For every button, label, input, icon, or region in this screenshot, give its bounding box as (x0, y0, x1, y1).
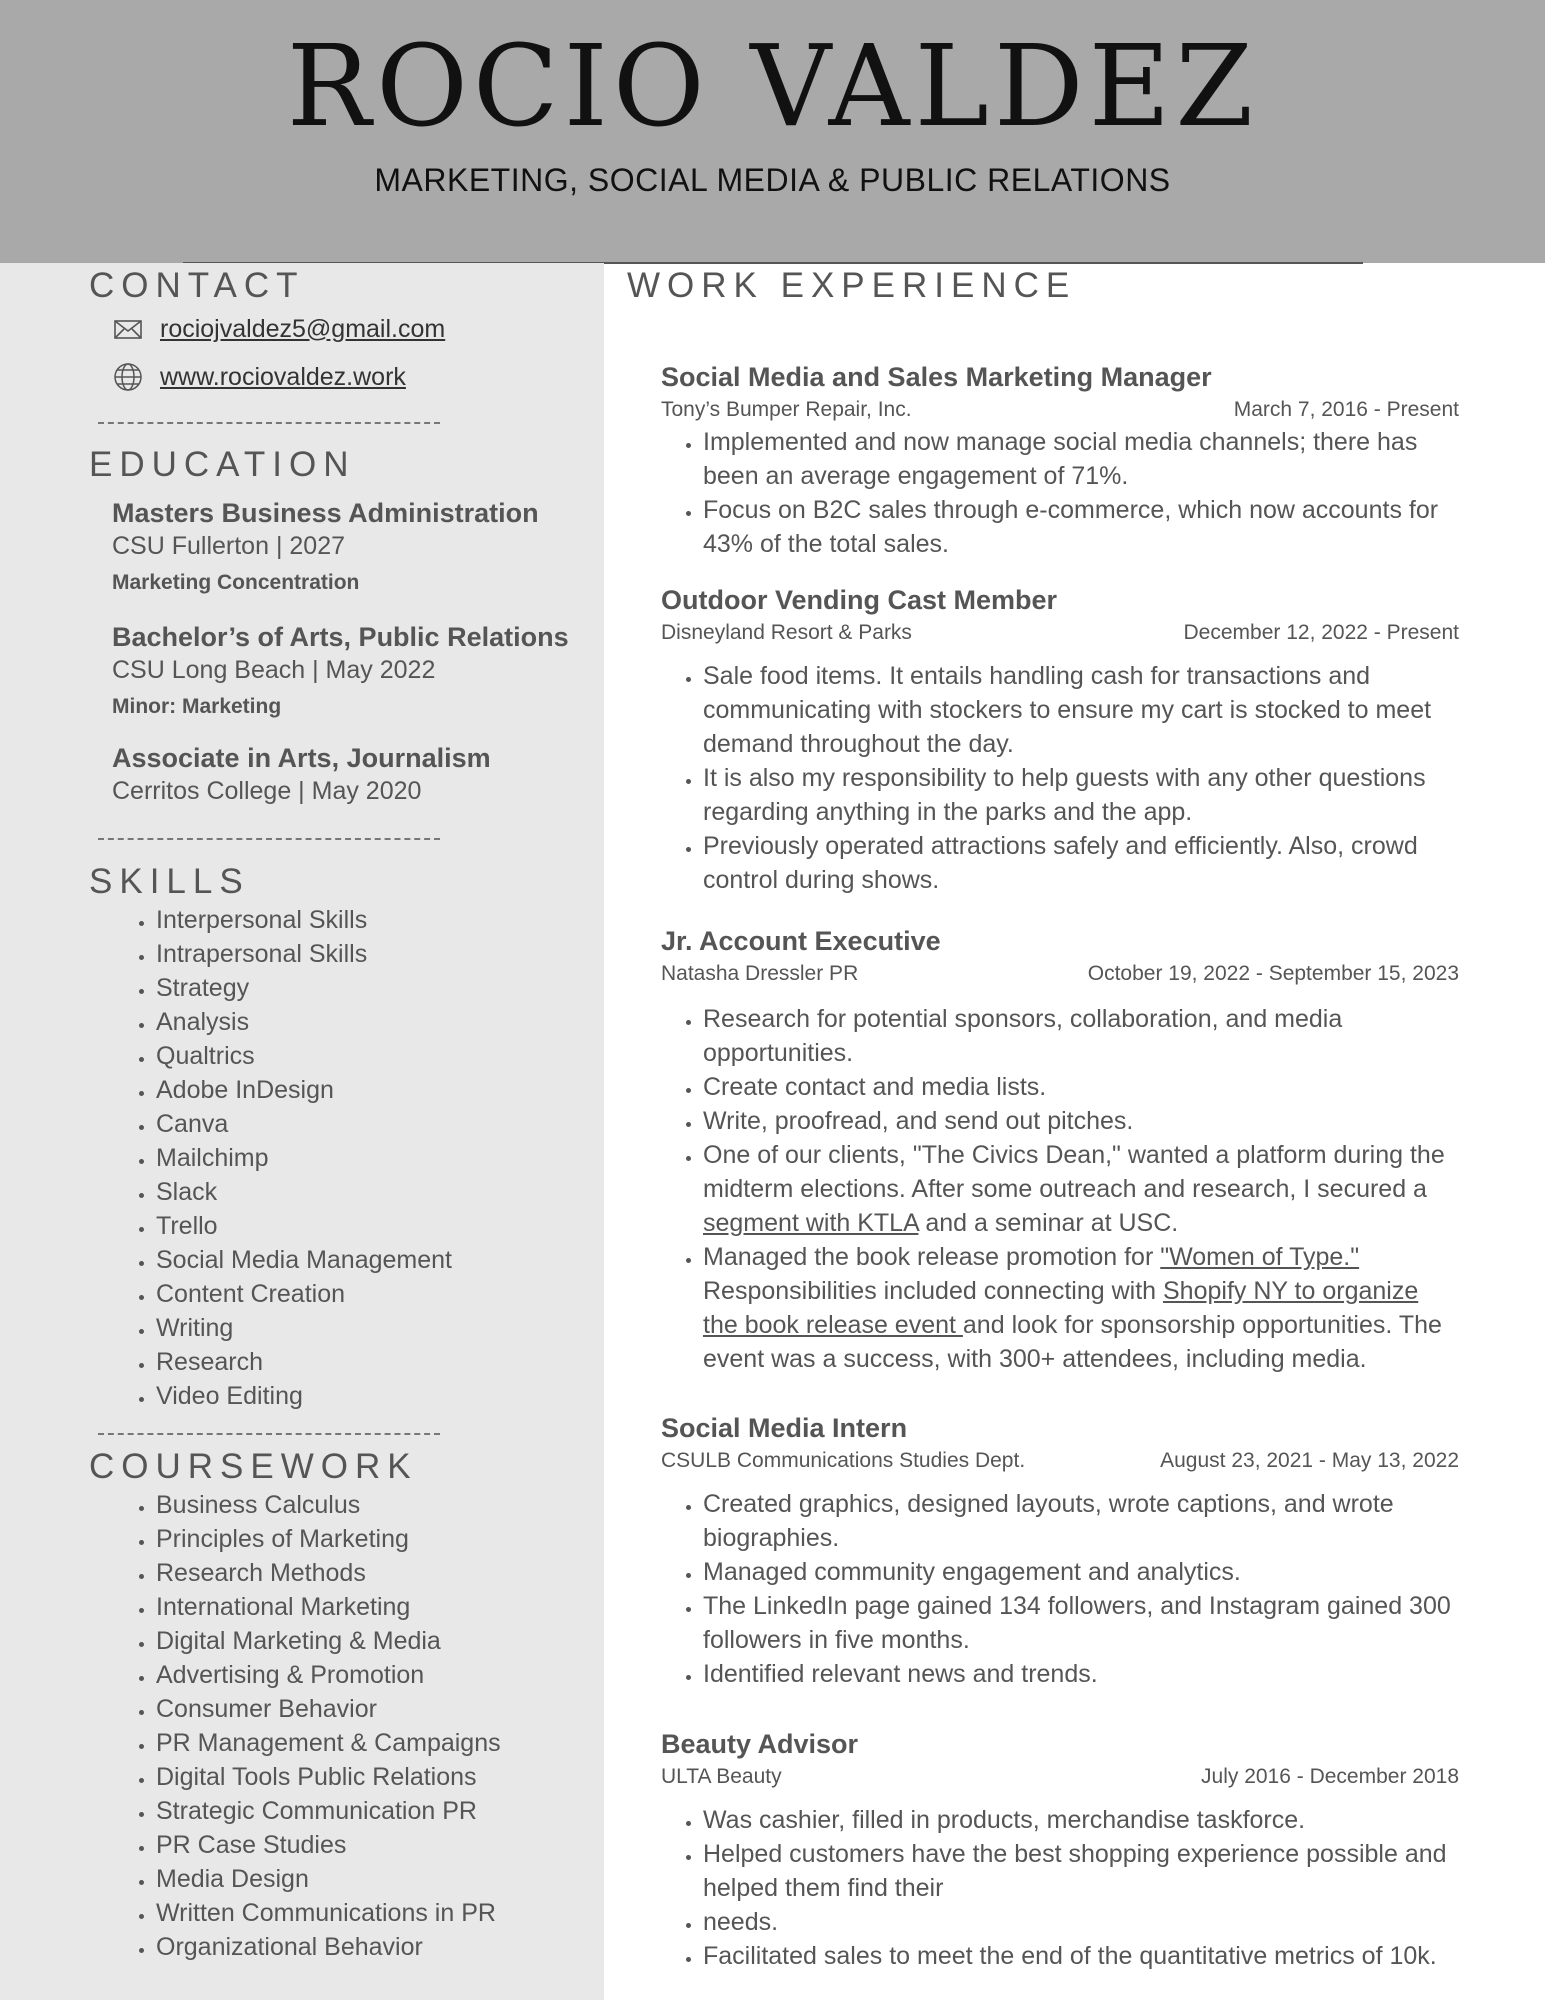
job-company: ULTA Beauty (661, 1765, 782, 1788)
job-dates: October 19, 2022 - September 15, 2023 (1087, 962, 1459, 985)
course-item: • PR Case Studies (156, 1828, 501, 1862)
job-bullet: • Implemented and now manage social media channels; there has been an average engagement of 71%. (703, 425, 1459, 493)
degree-note: Minor: Marketing (112, 695, 282, 718)
contact-website-row (112, 359, 406, 395)
school-name: CSU Long Beach | May 2022 (112, 656, 436, 684)
candidate-subtitle: MARKETING, SOCIAL MEDIA & PUBLIC RELATIONS (374, 162, 1171, 198)
ktla-segment-link[interactable]: segment with KTLA (703, 1209, 919, 1237)
course-item: • Research Methods (156, 1556, 501, 1590)
skill-item: • Writing (156, 1311, 452, 1345)
course-item: • Digital Tools Public Relations (156, 1760, 501, 1794)
envelope-icon (112, 313, 144, 345)
candidate-name: ROCIO VALDEZ (286, 22, 1259, 152)
job-entry (661, 359, 1459, 561)
job-bullet: • Create contact and media lists. (703, 1070, 1459, 1104)
job-bullets (661, 1002, 1459, 1376)
job-bullet: • Facilitated sales to meet the end of the quantitative metrics of 10k. (703, 1939, 1459, 1973)
job-meta (661, 395, 1459, 425)
job-entry (661, 923, 1459, 1376)
email-link[interactable]: rociojvaldez5@gmail.com (160, 314, 446, 343)
job-bullets (661, 1803, 1459, 1973)
coursework-list (128, 1488, 501, 1964)
skill-item: • Research (156, 1345, 452, 1379)
course-item: • Principles of Marketing (156, 1522, 501, 1556)
bullet-text: One of our clients, "The Civics Dean," wanted a platform during the midterm elections. After some outreach and research, I secured a (703, 1141, 1445, 1203)
job-bullet: • Sale food items. It entails handling cash for transactions and communicating with stockers to ensure my cart is stocked to meet demand throughout the day. (703, 659, 1459, 761)
job-company: CSULB Communications Studies Dept. (661, 1449, 1026, 1472)
education-item (112, 496, 539, 598)
job-bullet: • Focus on B2C sales through e-commerce, which now accounts for 43% of the total sales. (703, 493, 1459, 561)
coursework-heading: COURSEWORK (89, 1447, 418, 1486)
course-item: • Organizational Behavior (156, 1930, 501, 1964)
education-item (112, 741, 491, 807)
job-dates: December 12, 2022 - Present (1183, 621, 1459, 644)
work-experience-heading: WORK EXPERIENCE (627, 266, 1077, 305)
sidebar-divider (98, 1433, 440, 1435)
skill-item: • Trello (156, 1209, 452, 1243)
sidebar-divider (98, 422, 440, 424)
job-title: Outdoor Vending Cast Member (661, 585, 1058, 615)
job-meta (661, 1446, 1459, 1476)
skill-item: • Mailchimp (156, 1141, 452, 1175)
school-name: Cerritos College | May 2020 (112, 777, 422, 805)
school-name: CSU Fullerton | 2027 (112, 532, 345, 560)
job-meta (661, 618, 1459, 648)
bullet-text: and a seminar at USC. (918, 1209, 1179, 1237)
contact-heading: CONTACT (89, 266, 305, 305)
bullet-text: Managed the book release promotion for (703, 1243, 1161, 1271)
skill-item: • Video Editing (156, 1379, 452, 1413)
skill-item: • Interpersonal Skills (156, 903, 452, 937)
job-title: Jr. Account Executive (661, 926, 941, 956)
skills-list (128, 903, 452, 1413)
job-meta (661, 1762, 1459, 1792)
shopify-event-link[interactable]: Shopify NY to organize the book release event (703, 1277, 1419, 1339)
job-company: Natasha Dressler PR (661, 962, 859, 985)
job-bullet: • Identified relevant news and trends. (703, 1657, 1459, 1691)
skill-item: • Strategy (156, 971, 452, 1005)
job-company: Disneyland Resort & Parks (661, 621, 912, 644)
course-item: • PR Management & Campaigns (156, 1726, 501, 1760)
skill-item: • Analysis (156, 1005, 452, 1039)
course-item: • Consumer Behavior (156, 1692, 501, 1726)
contact-email-row (112, 311, 445, 347)
skill-item: • Adobe InDesign (156, 1073, 452, 1107)
job-bullet: • Was cashier, filled in products, merchandise taskforce. (703, 1803, 1459, 1837)
job-bullet (703, 1240, 1459, 1376)
skill-item: • Content Creation (156, 1277, 452, 1311)
degree-name: Bachelor’s of Arts, Public Relations (112, 622, 569, 652)
job-title: Social Media Intern (661, 1413, 908, 1443)
job-bullet (703, 1138, 1459, 1240)
degree-note: Marketing Concentration (112, 571, 360, 594)
women-of-type-link[interactable]: "Women of Type." (1160, 1243, 1360, 1271)
job-bullet: • needs. (703, 1905, 1459, 1939)
job-entry (661, 582, 1459, 897)
job-entry (661, 1410, 1459, 1691)
skill-item: • Qualtrics (156, 1039, 452, 1073)
header-banner (0, 0, 1545, 263)
skill-item: • Social Media Management (156, 1243, 452, 1277)
course-item: • Advertising & Promotion (156, 1658, 501, 1692)
skill-item: • Slack (156, 1175, 452, 1209)
skills-heading: SKILLS (89, 862, 250, 901)
degree-name: Associate in Arts, Journalism (112, 743, 491, 773)
skill-item: • Intrapersonal Skills (156, 937, 452, 971)
course-item: • Business Calculus (156, 1488, 501, 1522)
job-bullet: • Created graphics, designed layouts, wrote captions, and wrote biographies. (703, 1487, 1459, 1555)
job-bullet: • Research for potential sponsors, collaboration, and media opportunities. (703, 1002, 1459, 1070)
education-heading: EDUCATION (89, 445, 356, 484)
job-bullets (661, 659, 1459, 897)
job-bullet: • It is also my responsibility to help guests with any other questions regarding anything in the parks and the app. (703, 761, 1459, 829)
job-dates: July 2016 - December 2018 (1201, 1765, 1459, 1788)
job-dates: August 23, 2021 - May 13, 2022 (1160, 1449, 1459, 1472)
degree-name: Masters Business Administration (112, 498, 539, 528)
job-title: Social Media and Sales Marketing Manager (661, 362, 1212, 392)
education-item (112, 620, 569, 722)
job-company: Tony’s Bumper Repair, Inc. (661, 398, 912, 421)
skill-item: • Canva (156, 1107, 452, 1141)
bullet-text: and look for sponsorship opportunities. The event was a success, with 300+ attendees, including media. (703, 1311, 1442, 1373)
website-link[interactable]: www.rociovaldez.work (160, 362, 406, 391)
course-item: • Digital Marketing & Media (156, 1624, 501, 1658)
course-item: • Written Communications in PR (156, 1896, 501, 1930)
course-item: • Strategic Communication PR (156, 1794, 501, 1828)
job-bullets (661, 1487, 1459, 1691)
job-bullet: • Helped customers have the best shopping experience possible and helped them find their (703, 1837, 1459, 1905)
job-entry (661, 1726, 1459, 1973)
job-dates: March 7, 2016 - Present (1233, 398, 1459, 421)
job-bullet: • The LinkedIn page gained 134 followers, and Instagram gained 300 followers in five months. (703, 1589, 1459, 1657)
job-bullet: • Write, proofread, and send out pitches. (703, 1104, 1459, 1138)
bullet-text: Responsibilities included connecting with (703, 1277, 1163, 1305)
sidebar-divider (98, 838, 440, 840)
job-title: Beauty Advisor (661, 1729, 859, 1759)
job-meta (661, 959, 1459, 989)
job-bullets (661, 425, 1459, 561)
course-item: • International Marketing (156, 1590, 501, 1624)
globe-icon (112, 361, 144, 393)
job-bullet: • Managed community engagement and analytics. (703, 1555, 1459, 1589)
job-bullet: • Previously operated attractions safely and efficiently. Also, crowd control during shows. (703, 829, 1459, 897)
course-item: • Media Design (156, 1862, 501, 1896)
